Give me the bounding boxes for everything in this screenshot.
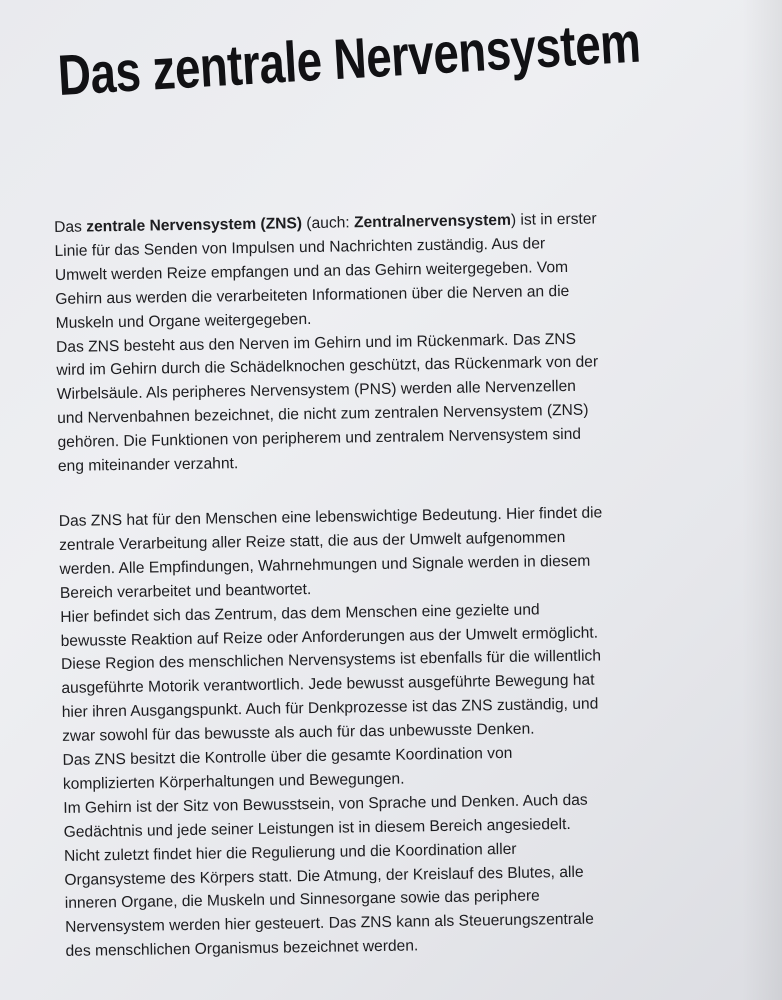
intro-text-post: ) ist in erster — [510, 210, 597, 229]
paragraph-2 — [59, 500, 716, 964]
text-line: werden. Alle Empfindungen, Wahrnehmungen und Signale werden in diesem — [59, 552, 591, 578]
text-line: Umwelt werden Reize empfangen und an das Gehirn weitergegeben. Vom — [54, 258, 569, 284]
text-line: zentrale Verarbeitung aller Reize statt, die aus der Umwelt aufgenommen — [59, 528, 566, 554]
paragraph-1 — [54, 230, 708, 479]
intro-term-synonym: Zentralnervensystem — [353, 211, 512, 232]
text-line: Organsysteme des Körpers statt. Die Atmung, der Kreislauf des Blutes, alle — [64, 863, 584, 889]
text-line: ausgeführte Motorik verantwortlich. Jede bewusst ausgeführte Bewegung hat — [61, 671, 595, 698]
text-line: bewusste Reaktion auf Reize oder Anforderungen aus der Umwelt ermöglicht. — [60, 624, 599, 650]
intro-term-zns: zentrale Nervensystem (ZNS) — [86, 215, 303, 236]
text-line: komplizierten Körperhaltungen und Bewegungen. — [62, 770, 405, 793]
text-line: gehören. Die Funktionen von peripherem und zentralem Nervensystem sind — [57, 425, 582, 452]
document-body — [54, 206, 716, 964]
text-line: eng miteinander verzahnt. — [57, 455, 239, 476]
text-line: Nicht zuletzt findet hier die Regulierung und die Koordination aller — [63, 840, 517, 865]
text-line: und Nervenbahnen bezeichnet, die nicht zum zentralen Nervensystem (ZNS) — [57, 401, 589, 428]
text-line: Gedächtnis und jede seiner Leistungen ist in diesem Bereich angesiedelt. — [63, 815, 571, 841]
text-line: Wirbelsäule. Als peripheres Nervensystem (PNS) werden alle Nervenzellen — [56, 378, 577, 404]
text-line: wird im Gehirn durch die Schädelknochen geschützt, das Rückenmark von der — [56, 353, 599, 380]
text-line: zwar sowohl für das bewusste als auch für das unbewusste Denken. — [62, 720, 535, 746]
intro-text-pre: Das — [54, 218, 87, 236]
page-shadow — [742, 0, 782, 1000]
text-line: Gehirn aus werden die verarbeiteten Informationen über die Nerven an die — [55, 282, 570, 308]
text-line: Hier befindet sich das Zentrum, das dem Menschen eine gezielte und — [60, 601, 540, 626]
text-line: des menschlichen Organismus bezeichnet werden. — [65, 937, 419, 961]
intro-text-mid: (auch: — [301, 214, 355, 233]
text-line: Das ZNS besteht aus den Nerven im Gehirn und im Rückenmark. Das ZNS — [55, 330, 577, 356]
text-line: inneren Organe, die Muskeln und Sinnesorgane sowie das periphere — [64, 887, 540, 913]
text-line: Das ZNS hat für den Menschen eine lebenswichtige Bedeutung. Hier findet die — [58, 504, 603, 530]
text-line: Linie für das Senden von Impulsen und Nachrichten zuständig. Aus der — [54, 235, 546, 260]
text-line: Diese Region des menschlichen Nervensystems ist ebenfalls für die willentlich — [60, 647, 602, 674]
text-line: Nervensystem werden hier gesteuert. Das ZNS kann als Steuerungszentrale — [65, 910, 594, 937]
page-title: Das zentrale Nervensystem — [56, 10, 642, 108]
text-line: Das ZNS besitzt die Kontrolle über die gesamte Koordination von — [62, 744, 513, 769]
text-line: hier ihren Ausgangspunkt. Auch für Denkprozesse ist das ZNS zuständig, und — [61, 695, 599, 722]
text-line: Bereich verarbeitet und beantwortet. — [59, 580, 312, 602]
text-line: Im Gehirn ist der Sitz von Bewusstsein, von Sprache und Denken. Auch das — [63, 791, 588, 817]
text-line: Muskeln und Organe weitergegeben. — [55, 310, 312, 332]
